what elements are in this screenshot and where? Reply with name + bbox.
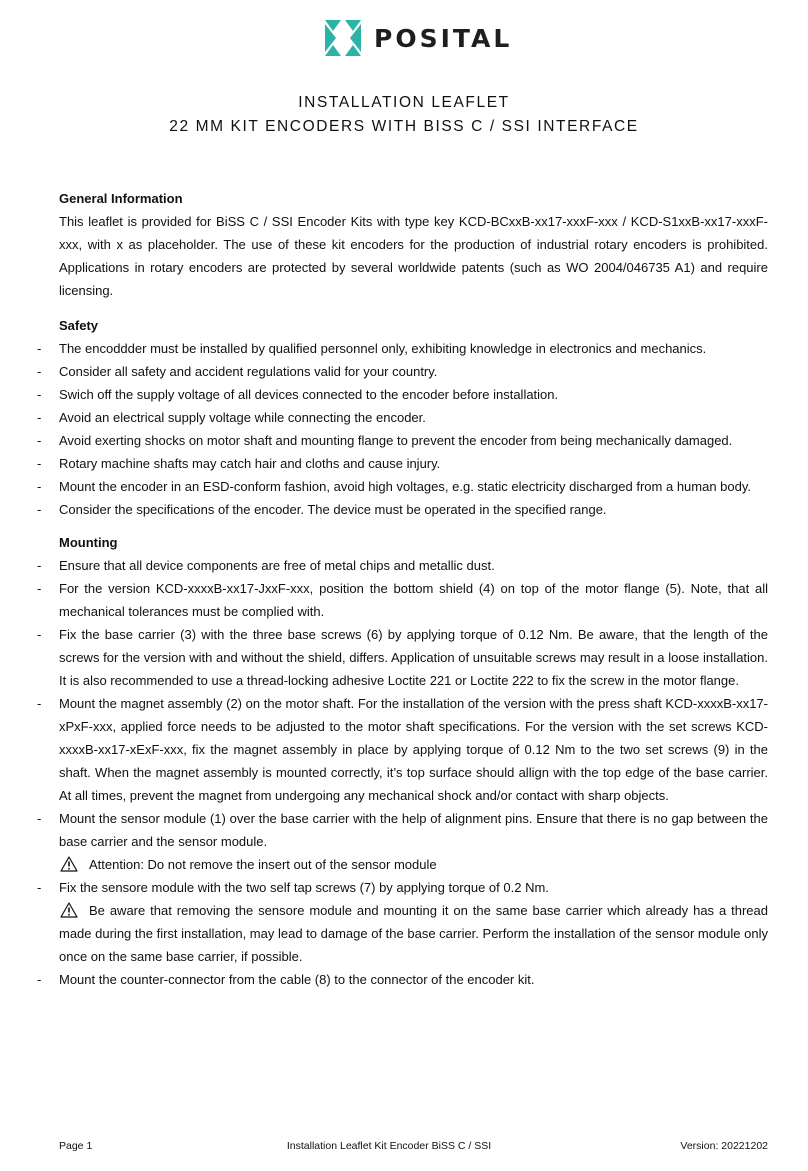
general-paragraph: This leaflet is provided for BiSS C / SSI Encoder Kits with type key KCD-BCxxB-xx17-xxxF-xxx / KCD-S1xxB-xx17-xxxF-xxx, with x as placeholder. The use of these kit encoders for the production of industrial rotary encoders is prohibited. Applications in rotary encoders are protected by several worldwide patents (such as WO 2004/046735 A1) and require licensing. [59, 214, 768, 298]
mounting-list-final [59, 968, 768, 991]
posital-logo [324, 18, 512, 58]
footer-document-name: Installation Leaflet Kit Encoder BiSS C / SSI [286, 1140, 492, 1152]
list-item: - Mount the counter-connector from the cable (8) to the connector of the encoder kit. [59, 968, 768, 991]
attention-text: Attention: Do not remove the insert out of the sensor module [89, 857, 437, 872]
list-item: - Fix the sensore module with the two self tap screws (7) by applying torque of 0.2 Nm. [59, 876, 768, 899]
list-item: - Avoid exerting shocks on motor shaft and mounting flange to prevent the encoder from being mechanically damaged. [59, 429, 768, 452]
title-line-1: INSTALLATION LEAFLET [298, 94, 510, 111]
list-item: - Ensure that all device components are free of metal chips and metallic dust. [59, 554, 768, 577]
list-item: - Swich off the supply voltage of all devices connected to the encoder before installation. [59, 383, 768, 406]
warning-triangle-icon [59, 853, 89, 876]
list-item: - Consider all safety and accident regulations valid for your country. [59, 360, 768, 383]
list-item: - The encoddder must be installed by qualified personnel only, exhibiting knowledge in electronics and mechanics. [59, 337, 768, 360]
title-line-2: 22 MM KIT ENCODERS WITH BISS C / SSI INTERFACE [169, 118, 639, 135]
warning-triangle-icon [59, 899, 89, 922]
page-footer [59, 1140, 768, 1156]
document-title [0, 91, 808, 139]
safety-heading: Safety [59, 318, 99, 333]
footer-version: Version: 20221202 [680, 1140, 768, 1152]
list-item: - Avoid an electrical supply voltage while connecting the encoder. [59, 406, 768, 429]
document-body [59, 187, 768, 991]
list-item: - Rotary machine shafts may catch hair and cloths and cause injury. [59, 452, 768, 475]
general-heading: General Information [59, 191, 183, 206]
page-number: Page 1 [59, 1140, 93, 1152]
mounting-list [59, 554, 768, 853]
posital-logo-mark [324, 19, 362, 57]
list-item: - For the version KCD-xxxxB-xx17-JxxF-xxx, position the bottom shield (4) on top of the motor flange (5). Note, that all mechanical tolerances must be complied with. [59, 577, 768, 623]
caution-text: Be aware that removing the sensore module and mounting it on the same base carrier which already has a thread made during the first installation, may lead to damage of the base carrier. Perform the installation of the sensor module only once on the same base carrier, if possible. [59, 903, 768, 964]
safety-list [59, 337, 768, 521]
mounting-heading: Mounting [59, 535, 118, 550]
caution-note [59, 899, 768, 968]
brand-name: POSITAL [374, 23, 513, 53]
list-item: - Fix the base carrier (3) with the three base screws (6) by applying torque of 0.12 Nm. Be aware, that the length of the screws for the version with and without the shield, differs. Application of unsuitable screws may result in a loose installation. It is also recommended to use a thread-locking adhesive Loctite 221 or Loctite 222 to fix the screw in the motor flange. [59, 623, 768, 692]
attention-note [59, 853, 768, 876]
list-item: - Mount the magnet assembly (2) on the motor shaft. For the installation of the version with the press shaft KCD-xxxxB-xx17-xPxF-xxx, applied force needs to be adjusted to the motor shaft specifications. For the version with the set screws KCD-xxxxB-xx17-xExF-xxx, fix the magnet assembly in place by applying torque of 0.12 Nm to the two set screws (9) in the shaft. When the magnet assembly is mounted correctly, it’s top surface should allign with the top edge of the base carrier. At all times, prevent the magnet from undergoing any mechanical shock and/or contact with sharp objects. [59, 692, 768, 807]
list-item: - Mount the sensor module (1) over the base carrier with the help of alignment pins. Ensure that there is no gap between the base carrier and the sensor module. [59, 807, 768, 853]
list-item: - Mount the encoder in an ESD-conform fashion, avoid high voltages, e.g. static electricity discharged from a human body. [59, 475, 768, 498]
list-item: - Consider the specifications of the encoder. The device must be operated in the specified range. [59, 498, 768, 521]
mounting-list-continued [59, 876, 768, 899]
